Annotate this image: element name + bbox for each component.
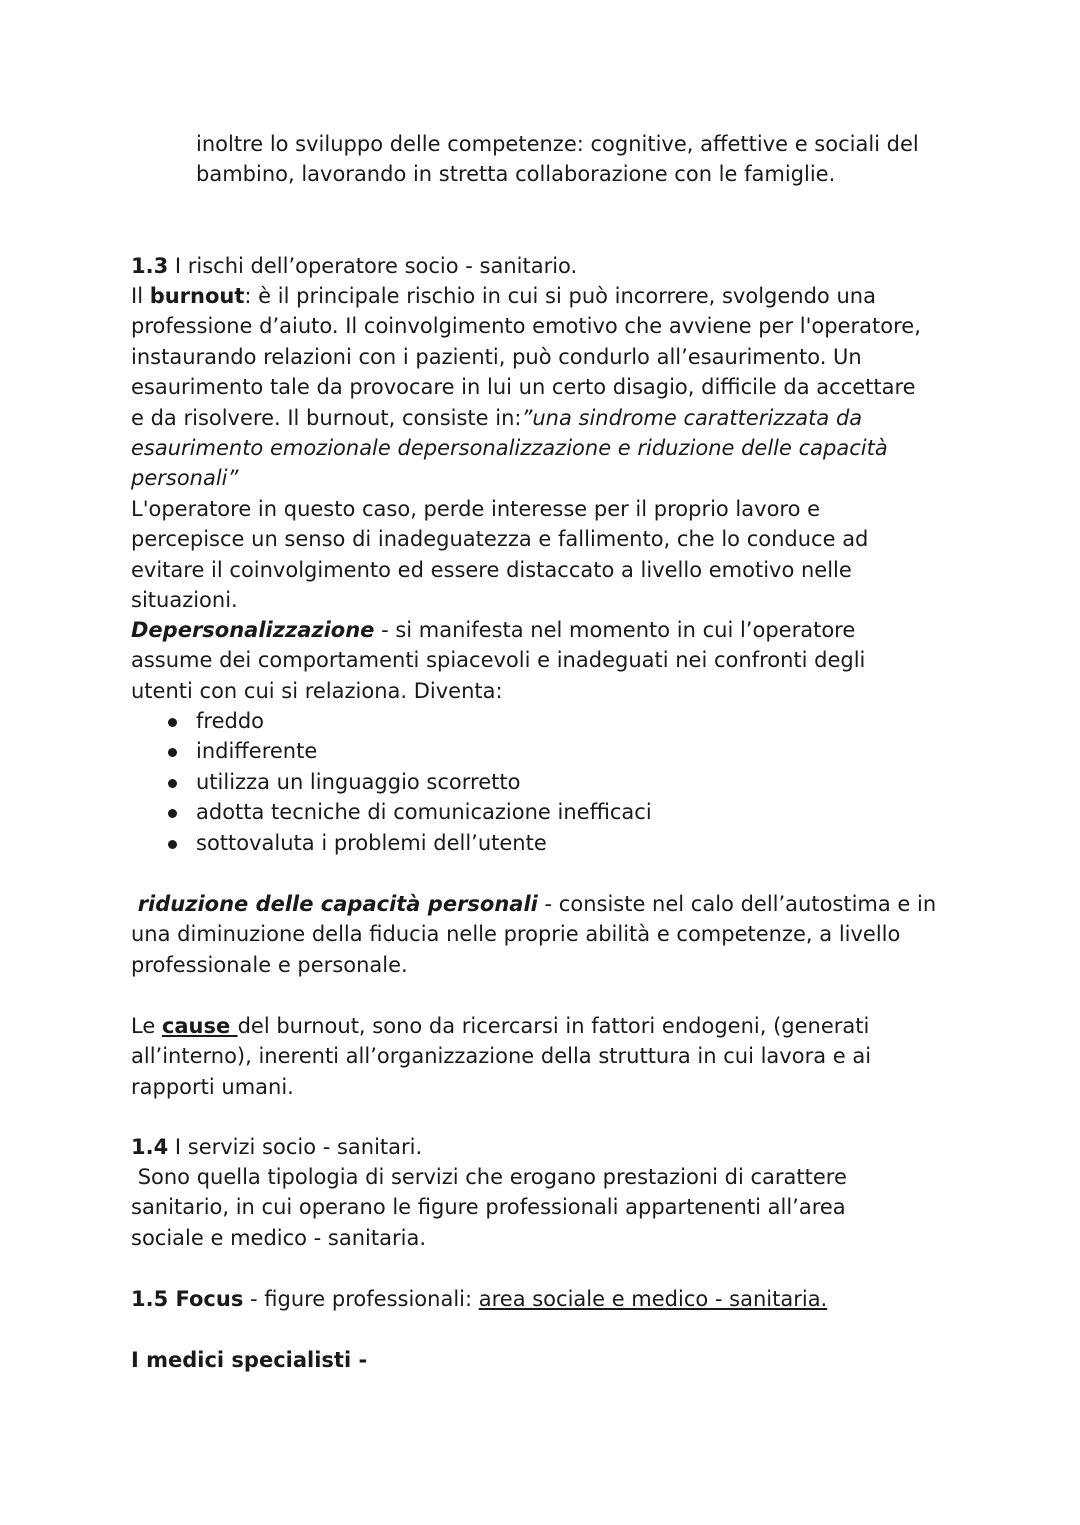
list-item xyxy=(131,736,652,766)
intro-paragraph xyxy=(196,129,956,190)
list-item xyxy=(131,706,652,736)
burnout-text: : è il principale rischio in cui si può incorrere, svolgendo una professione d’aiuto. Il coinvolgimento emotivo che avviene per l'operatore, instaurando relazioni con i pazienti, può condurlo all’esaurimento. Un esaurimento tale da provocare in lui un certo disagio, difficile da accettare e da risolvere. Il burnout, consiste in: xyxy=(131,284,921,430)
cause-paragraph xyxy=(131,1011,911,1102)
symptoms-list xyxy=(131,706,652,858)
cause-prefix: Le xyxy=(131,1014,162,1038)
burnout-quote: ”una sindrome caratterizzata da esaurimento emozionale depersonalizzazione e riduzione delle capacità personali” xyxy=(131,405,888,491)
bullet-icon xyxy=(168,748,177,757)
bullet-icon xyxy=(168,779,177,788)
section-1-4-heading xyxy=(131,1132,961,1162)
list-item xyxy=(131,828,652,858)
section-text: - figure professionali: xyxy=(243,1287,479,1311)
section-1-4-text: Sono quella tipologia di servizi che erogano prestazioni di carattere sanitario, in cui operano le figure professionali appartenenti all’area sociale e medico - sanitaria. xyxy=(131,1165,847,1250)
section-title: I rischi dell’operatore socio - sanitario. xyxy=(168,254,578,278)
riduzione-paragraph xyxy=(131,889,946,980)
depersonalizzazione-text: - si manifesta nel momento in cui l’operatore assume dei comportamenti spiacevoli e inadeguati nei confronti degli utenti con cui si relaziona. Diventa: xyxy=(131,618,866,703)
section-1-5-heading xyxy=(131,1284,961,1314)
operator-paragraph xyxy=(131,494,901,616)
bullet-icon xyxy=(168,718,177,727)
list-item xyxy=(131,797,652,827)
list-item-text: sottovaluta i problemi dell’utente xyxy=(196,830,547,855)
area-link[interactable]: area sociale e medico - sanitaria. xyxy=(478,1287,828,1311)
burnout-paragraph xyxy=(131,281,931,494)
section-title: I servizi socio - sanitari. xyxy=(168,1135,423,1159)
medici-heading: I medici specialisti - xyxy=(131,1348,368,1372)
section-number: 1.4 xyxy=(131,1135,169,1159)
list-item xyxy=(131,767,652,797)
intro-line-1: inoltre lo sviluppo delle competenze: cognitive, affettive e sociali del xyxy=(196,132,919,156)
bullet-icon xyxy=(168,809,177,818)
section-number: 1.3 xyxy=(131,254,169,278)
riduzione-text: - consiste nel calo dell’autostima e in una diminuzione della fiducia nelle proprie abilità e competenze, a livello professionale e personale. xyxy=(131,892,937,977)
cause-term: cause xyxy=(161,1014,238,1038)
intro-line-2: bambino, lavorando in stretta collaborazione con le famiglie. xyxy=(196,162,836,187)
section-number: 1.5 Focus xyxy=(131,1287,244,1311)
cause-text: del burnout, sono da ricercarsi in fattori endogeni, (generati all’interno), inerenti all’organizzazione della struttura in cui lavora e ai rapporti umani. xyxy=(131,1014,872,1099)
depersonalizzazione-term: Depersonalizzazione xyxy=(131,618,375,642)
operator-text: L'operatore in questo caso, perde interesse per il proprio lavoro e percepisce un senso di inadeguatezza e fallimento, che lo conduce ad evitare il coinvolgimento ed essere distaccato a livello emotivo nelle situazioni. xyxy=(131,497,869,613)
list-item-text: utilizza un linguaggio scorretto xyxy=(196,769,521,794)
list-item-text: indifferente xyxy=(196,739,318,764)
burnout-prefix: Il xyxy=(131,284,150,308)
section-1-3-heading xyxy=(131,251,961,281)
bullet-icon xyxy=(168,840,177,849)
depersonalizzazione-paragraph xyxy=(131,615,901,706)
list-item-text: adotta tecniche di comunicazione inefficaci xyxy=(196,800,652,825)
burnout-term: burnout xyxy=(149,284,245,308)
list-item-text: freddo xyxy=(196,709,264,733)
section-1-4-paragraph xyxy=(131,1162,891,1253)
riduzione-term: riduzione delle capacità personali xyxy=(137,892,538,916)
